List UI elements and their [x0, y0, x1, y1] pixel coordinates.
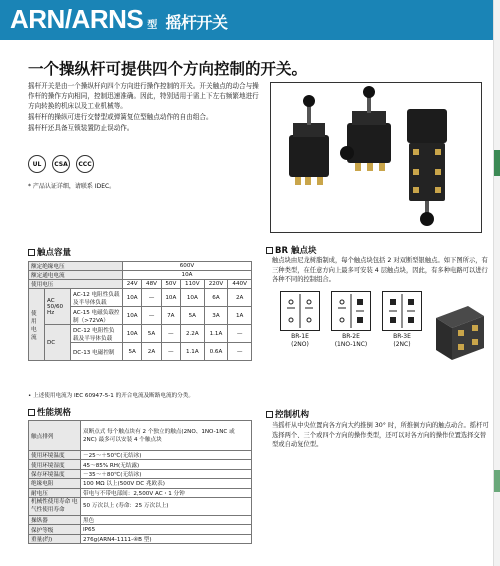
table-row — [29, 469, 252, 478]
diagram-type: (2NO) — [291, 341, 309, 348]
ul-mark-icon: UL — [28, 155, 46, 173]
ccc-mark-icon: CCC — [76, 155, 94, 173]
page-header — [0, 0, 500, 40]
model-suffix: 型 — [147, 20, 157, 31]
table-cell: 10A — [180, 289, 204, 307]
table-cell: 5A — [142, 325, 161, 343]
table-row — [29, 289, 252, 307]
table-cell: — — [228, 325, 252, 343]
rating-table — [28, 261, 252, 361]
index-sidebar — [493, 0, 500, 566]
table-cell: 24V — [123, 280, 142, 289]
table-cell: 耐电压 — [29, 488, 81, 497]
intro-text — [28, 81, 260, 134]
table-cell: — — [161, 325, 180, 343]
control-section-title — [266, 408, 309, 420]
table-cell: 5A — [123, 343, 142, 361]
table-cell: 触点排列 — [29, 421, 81, 451]
table-cell: 保护等级 — [29, 525, 81, 534]
table-cell: －25～＋50℃(无结冰) — [81, 451, 252, 460]
table-cell: 使用环境温度 — [29, 451, 81, 460]
performance-table — [28, 420, 252, 544]
table-row — [29, 271, 252, 280]
table-row — [29, 479, 252, 488]
table-cell: — — [228, 343, 252, 361]
table-cell: 48V — [142, 280, 161, 289]
table-cell: 10A — [123, 307, 142, 325]
contact-block-photo — [430, 300, 488, 364]
contact-diagram — [382, 291, 422, 349]
section-marker-icon — [28, 409, 35, 416]
model-name: ARN/ARNS — [10, 4, 144, 34]
rating-footnote: • 上述使用电流为 IEC 60947-5-1 的开合电流及断路电流的分类。 — [28, 393, 194, 399]
section-marker-icon — [28, 249, 35, 256]
table-cell: 额定通电电流 — [29, 271, 123, 280]
table-cell: 6A — [204, 289, 228, 307]
br-3e-diagram-icon — [382, 291, 422, 331]
table-row — [29, 460, 252, 469]
table-cell: 带电与不带电部间：2,500V AC・1 分钟 — [81, 488, 252, 497]
table-row — [29, 525, 252, 534]
br-description: 触点块由尼龙树脂制成，每个触点块包括 2 对双断型银触点。如下图所示，有三种类型，在任意方向上最多可安装 4 层触点块，因此，有多种电路可以进行各种不同的控制组合。 — [272, 257, 488, 283]
contact-block-icon — [430, 300, 488, 364]
table-cell: 110V — [180, 280, 204, 289]
table-cell: 45～85% RH(无结露) — [81, 460, 252, 469]
intro-paragraph: 摇杆杆的操纵可进行交替型或弹簧复位型触点动作的自由组合。 — [28, 113, 213, 121]
diagram-code: BR-1E — [291, 333, 309, 340]
table-row — [29, 262, 252, 271]
table-cell: 10A — [123, 271, 252, 280]
control-title-text: 控制机构 — [275, 410, 310, 420]
table-cell: 绝缘电阻 — [29, 479, 81, 488]
table-row — [29, 515, 252, 524]
table-cell: 10A — [161, 289, 180, 307]
table-row — [29, 280, 252, 289]
headline: 一个操纵杆可提供四个方向控制的开关。 — [28, 59, 308, 78]
diagram-code: BR-3E — [393, 333, 411, 340]
sidebar-tab[interactable] — [494, 150, 500, 176]
table-cell: 7A — [161, 307, 180, 325]
table-cell: 1A — [228, 307, 252, 325]
table-cell: 50V — [161, 280, 180, 289]
diagram-label — [291, 333, 309, 349]
rating-section-title — [28, 246, 71, 258]
section-marker-icon — [266, 411, 273, 418]
control-description: 当摇杆从中央位置向各方向大约推倒 30° 时，所推倒方向的触点动合。摇杆可选择两个、三个或四个方向的操作类型，还可以对各方向的操作位置选择交替型或自动复位型。 — [272, 422, 489, 448]
table-row — [29, 497, 252, 515]
br-2e-diagram-icon — [331, 291, 371, 331]
performance-title-text: 性能规格 — [37, 408, 72, 418]
intro-paragraph: 摇杆开关是由一个操纵杆向四个方向进行操作控制的开关。开关触点的动合与操作杆的操作方向相同，控制迅速准确。因此，特别适用于需上下左右频繁地进行方向转换的机床以及工业机械等。 — [28, 82, 259, 110]
table-row — [29, 451, 252, 460]
table-cell: 重量(约) — [29, 534, 81, 543]
contact-diagram — [280, 291, 320, 349]
br-1e-diagram-icon — [280, 291, 320, 331]
table-cell: 220V — [204, 280, 228, 289]
table-cell: 600V — [123, 262, 252, 271]
diagram-type: (2NC) — [393, 341, 411, 348]
table-cell: — — [161, 343, 180, 361]
sidebar-tab[interactable] — [494, 470, 500, 492]
table-cell: 1.1A — [180, 343, 204, 361]
cert-note: * 产品认证详细，请联系 IDEC。 — [28, 183, 116, 190]
table-cell: 双断点式 每个触点块有 2 个独立的触点(2NO、1NO-1NC 或 2NC) 最多可以安装 4 个触点块 — [81, 421, 252, 451]
table-cell: DC — [45, 325, 71, 361]
table-row — [29, 421, 252, 451]
table-cell: 100 MΩ 以上(500V DC 兆欧表) — [81, 479, 252, 488]
section-marker-icon — [266, 247, 273, 254]
table-cell: －35～＋80℃(无结冰) — [81, 469, 252, 478]
table-cell: 使用环境湿度 — [29, 460, 81, 469]
table-cell: 10A — [123, 289, 142, 307]
table-cell: 440V — [228, 280, 252, 289]
diagram-code: BR-2E — [342, 333, 360, 340]
table-cell: 2A — [228, 289, 252, 307]
table-cell: 额定绝缘电压 — [29, 262, 123, 271]
table-cell: 10A — [123, 325, 142, 343]
table-cell: 276g(ARN4-1111-④B 型) — [81, 534, 252, 543]
table-cell: 1.1A — [204, 325, 228, 343]
diagram-type: (1NO-1NC) — [334, 341, 368, 348]
table-cell: 2.2A — [180, 325, 204, 343]
certification-marks — [28, 155, 94, 173]
table-cell: 2A — [142, 343, 161, 361]
contact-diagrams — [280, 291, 422, 349]
table-cell: AC-15 电磁负载控制（>72VA） — [71, 307, 123, 325]
performance-section-title — [28, 406, 71, 418]
table-cell: 使用电流 — [29, 289, 45, 361]
table-cell: 5A — [180, 307, 204, 325]
table-cell: 3A — [204, 307, 228, 325]
table-cell: — — [142, 307, 161, 325]
diagram-label — [393, 333, 411, 349]
br-section-title — [266, 244, 316, 256]
table-cell: 50 万次以上 (寿命：25 万次以上) — [81, 497, 252, 515]
diagram-label — [335, 333, 368, 349]
table-row — [29, 488, 252, 497]
ac-label: AC — [47, 297, 55, 304]
table-cell: — — [142, 289, 161, 307]
table-cell: 操纵器 — [29, 515, 81, 524]
table-cell: 0.6A — [204, 343, 228, 361]
contact-diagram — [331, 291, 371, 349]
intro-paragraph: 摇杆杆还具备互锁装置防止误动作。 — [28, 124, 134, 132]
product-photo — [270, 82, 482, 233]
table-cell — [45, 289, 71, 325]
page-subtitle: 摇杆开关 — [165, 15, 228, 32]
br-title-text: BR 触点块 — [275, 246, 317, 256]
table-cell: DC-12 电阻性负载及半导体负载 — [71, 325, 123, 343]
table-cell: AC-12 电阻性负载及半导体负载 — [71, 289, 123, 307]
table-cell: 使用电压 — [29, 280, 123, 289]
table-cell: 黑色 — [81, 515, 252, 524]
table-row — [29, 325, 252, 343]
page-title — [10, 4, 227, 35]
ac-freq-label: 50/60 Hz — [47, 303, 64, 316]
table-cell: DC-13 电磁控制 — [71, 343, 123, 361]
table-cell: 保存环境温度 — [29, 469, 81, 478]
rating-title-text: 触点容量 — [37, 248, 72, 258]
table-row — [29, 534, 252, 543]
table-cell: IP65 — [81, 525, 252, 534]
csa-mark-icon: CSA — [52, 155, 70, 173]
table-cell: 机械性使用寿命 电气性使用寿命 — [29, 497, 81, 515]
joystick-switch-icon — [271, 83, 481, 232]
